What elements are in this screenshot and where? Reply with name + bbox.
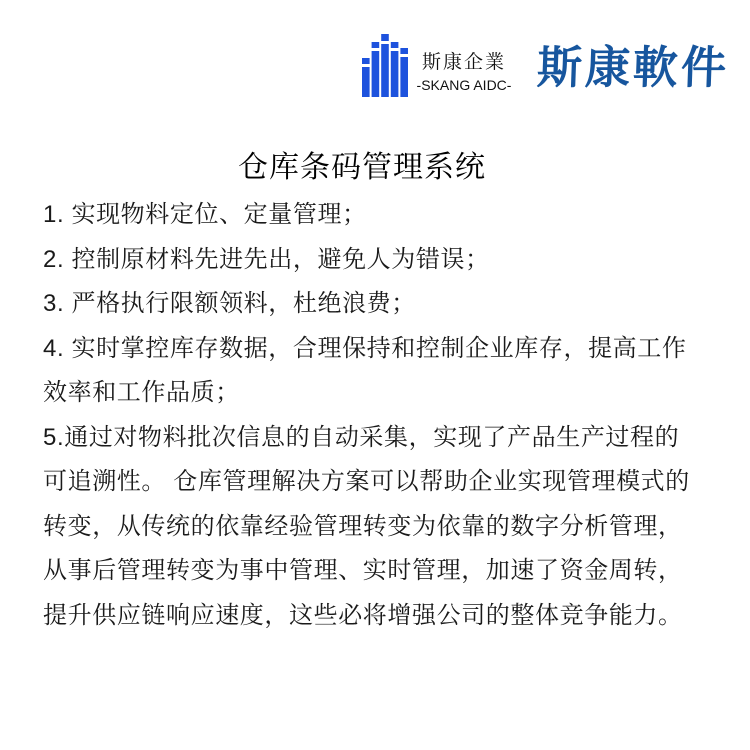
company-name-en: -SKANG AIDC- — [416, 77, 512, 93]
brand-calligraphy: 斯康軟件 — [536, 41, 730, 94]
bar-chart-logo-icon — [362, 33, 408, 97]
body-text — [43, 193, 713, 638]
body-line-7: 可追溯性。 仓库管理解决方案可以帮助企业实现管理模式的 — [43, 468, 690, 495]
company-name-block — [416, 50, 512, 94]
body-line-9: 从事后管理转变为事中管理、实时管理，加速了资金周转， — [43, 557, 683, 584]
body-line-6: 5.通过对物料批次信息的自动采集，实现了产品生产过程的 — [43, 423, 680, 451]
company-name-cn: 斯康企業 — [421, 51, 506, 73]
body-line-1: 1. 实现物料定位、定量管理； — [43, 201, 367, 228]
body-line-4: 4. 实时掌控库存数据，合理保持和控制企业库存，提高工作 — [43, 334, 687, 362]
body-line-3: 3. 严格执行限额领料，杜绝浪费； — [43, 290, 416, 317]
body-line-2: 2. 控制原材料先进先出，避免人为错误； — [43, 245, 490, 273]
body-line-8: 转变，从传统的依靠经验管理转变为依靠的数字分析管理， — [43, 512, 683, 540]
body-line-10: 提升供应链响应速度，这些必将增强公司的整体竞争能力。 — [43, 601, 683, 629]
page-title: 仓库条码管理系统 — [238, 151, 486, 184]
body-line-5: 效率和工作品质； — [43, 379, 240, 406]
